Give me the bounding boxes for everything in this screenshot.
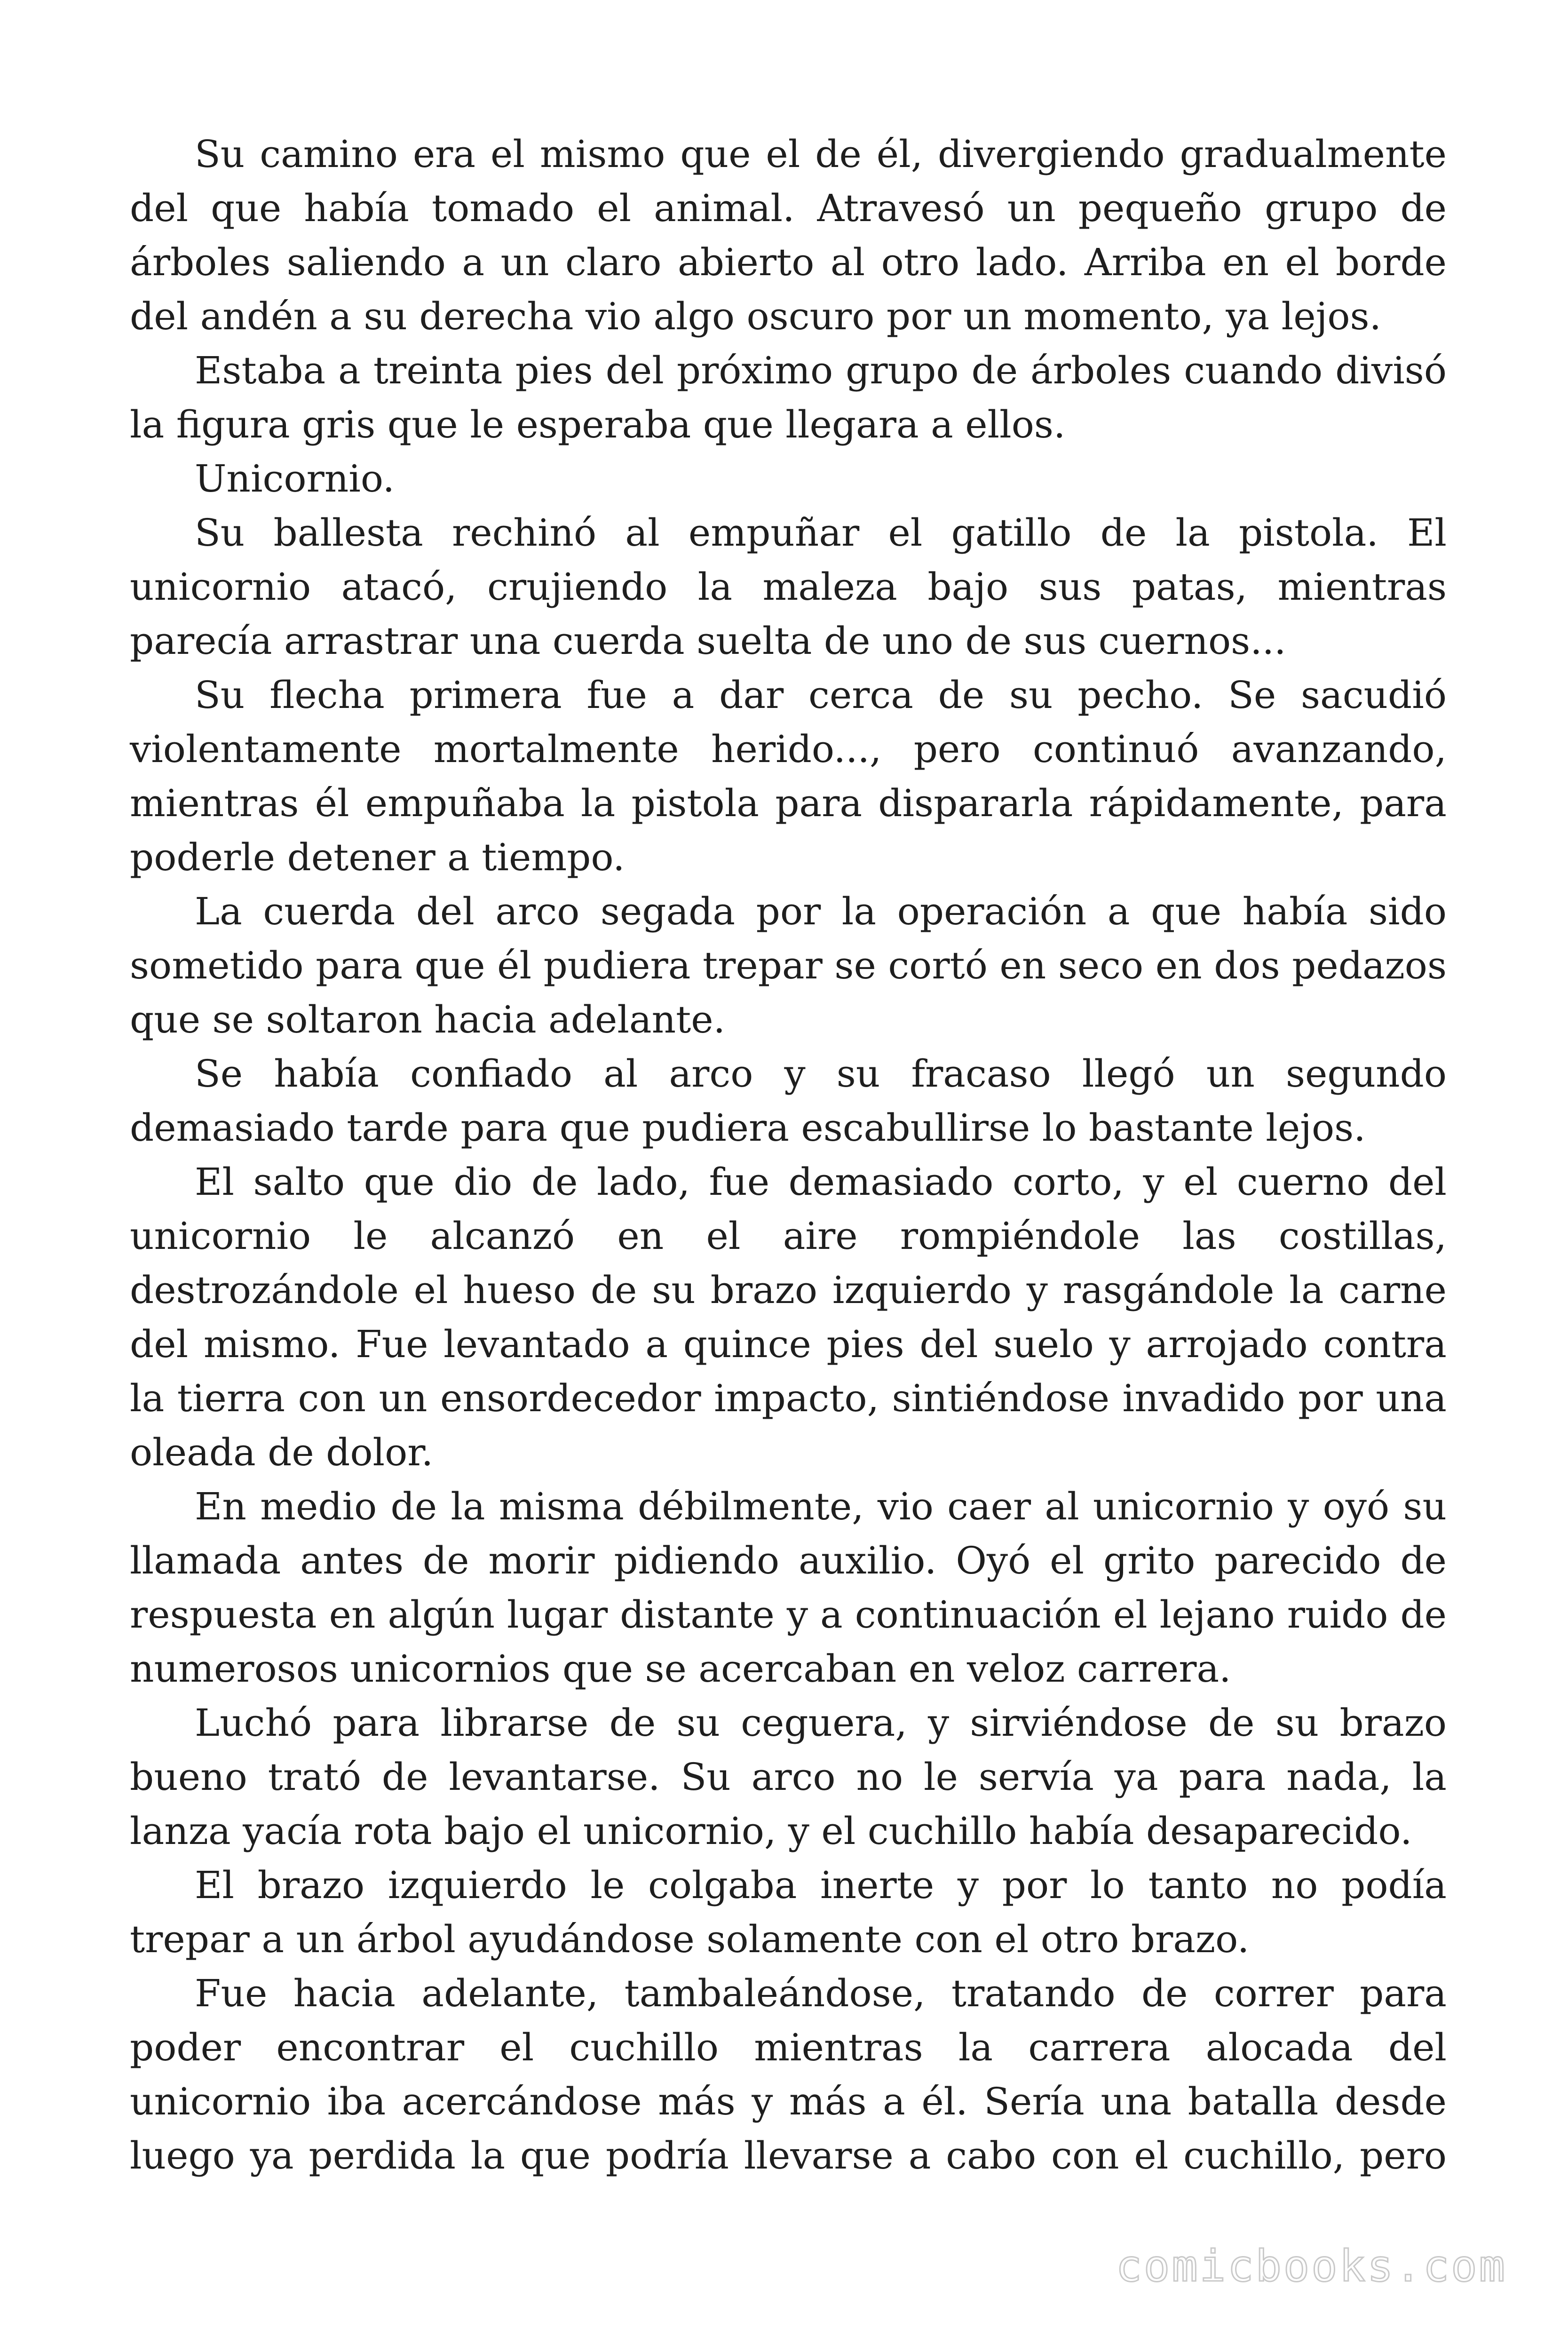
paragraph: Luchó para librarse de su ceguera, y sirviéndose de su brazo bueno trató de levantarse. Su arco no le servía ya para nada, la lanza yacía rota bajo el unicornio, y el cuchillo había desaparecido. <box>130 1701 1447 1853</box>
paragraph: Su ballesta rechinó al empuñar el gatillo de la pistola. El unicornio atacó, crujiendo la maleza bajo sus patas, mientras parecía arrastrar una cuerda suelta de uno de sus cuernos... <box>130 511 1447 663</box>
paragraph: Estaba a treinta pies del próximo grupo de árboles cuando divisó la figura gris que le esperaba que llegara a ellos. <box>130 349 1447 446</box>
paragraph: Su camino era el mismo que el de él, divergiendo gradualmente del que había tomado el animal. Atravesó un pequeño grupo de árboles saliendo a un claro abierto al otro lado. Arriba en el borde del andén a su derecha vio algo oscuro por un momento, ya lejos. <box>130 132 1447 338</box>
paragraph: El salto que dio de lado, fue demasiado corto, y el cuerno del unicornio le alcanzó en el aire rompiéndole las costillas, destrozándole el hueso de su brazo izquierdo y rasgándole la carne del mismo. Fue levantado a quince pies del suelo y arrojado contra la tierra con un ensordecedor impacto, sintiéndose invadido por una oleada de dolor. <box>130 1160 1447 1474</box>
watermark: comicbooks.com <box>1116 2241 1507 2291</box>
paragraph: La cuerda del arco segada por la operación a que había sido sometido para que él pudiera trepar se cortó en seco en dos pedazos que se soltaron hacia adelante. <box>130 890 1447 1041</box>
paragraph: Se había confiado al arco y su fracaso llegó un segundo demasiado tarde para que pudiera escabullirse lo bastante lejos. <box>130 1052 1447 1150</box>
paragraph-continued: Fue hacia adelante, tambaleándose, tratando de correr para poder encontrar el cuchillo mientras la carrera alocada del unicornio iba acercándose más y más a él. Sería una batalla desde luego ya perdida la que podría llevarse a cabo con el cuchillo, pero <box>130 1971 1447 2177</box>
paragraph: El brazo izquierdo le colgaba inerte y por lo tanto no podía trepar a un árbol ayudándose solamente con el otro brazo. <box>130 1863 1447 1961</box>
paragraph: Unicornio. <box>195 457 395 501</box>
paragraph: En medio de la misma débilmente, vio caer al unicornio y oyó su llamada antes de morir pidiendo auxilio. Oyó el grito parecido de respuesta en algún lugar distante y a continuación el lejano ruido de numerosos unicornios que se acercaban en veloz carrera. <box>130 1485 1447 1691</box>
page-body <box>130 127 1447 2183</box>
paragraph: Su flecha primera fue a dar cerca de su pecho. Se sacudió violentamente mortalmente herido..., pero continuó avanzando, mientras él empuñaba la pistola para dispararla rápidamente, para poderle detener a tiempo. <box>130 673 1447 879</box>
